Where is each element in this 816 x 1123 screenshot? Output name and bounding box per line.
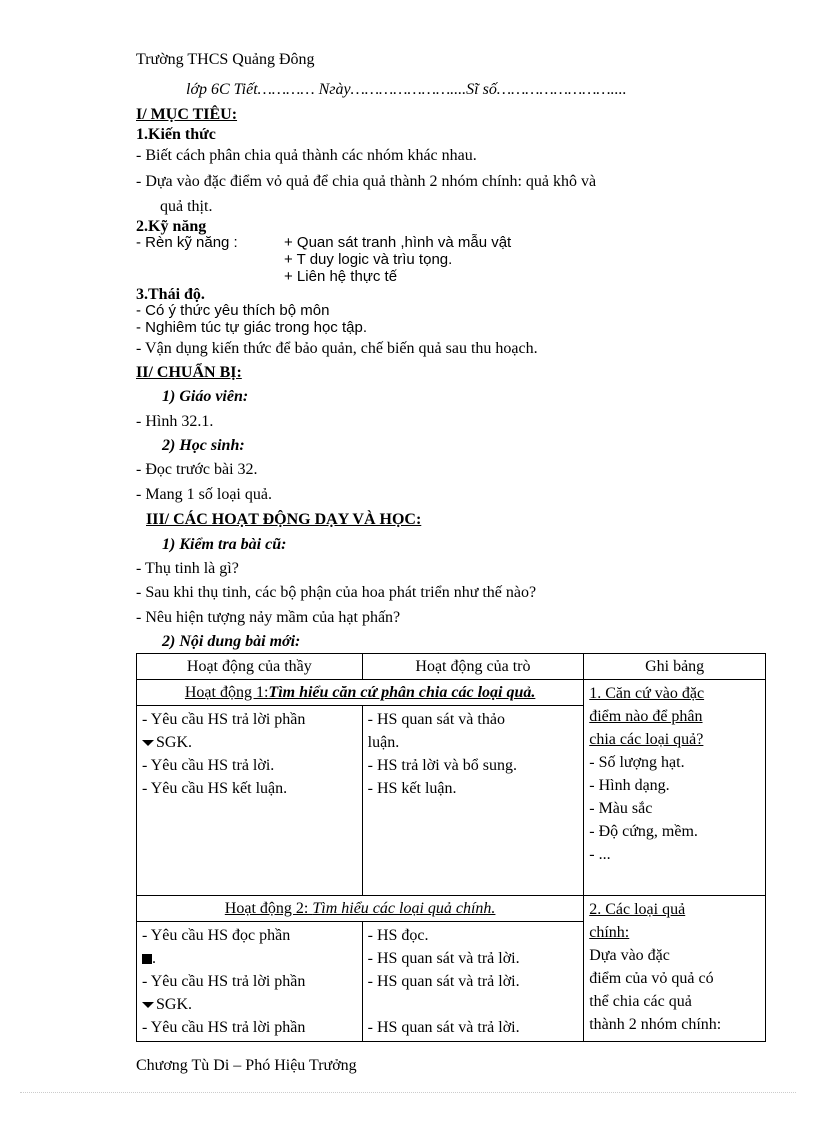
student-step-spacer <box>368 993 579 1016</box>
review-label: 1) Kiểm tra bài cũ: <box>162 536 287 553</box>
activity-1-title-row <box>137 680 766 706</box>
header-student <box>362 654 584 680</box>
note-1-item: - Độ cứng, mềm. <box>589 823 698 840</box>
activity-1-student-cell <box>362 706 584 896</box>
student-step: luận. <box>367 734 400 751</box>
activity-1-notes <box>584 680 766 896</box>
activity-2-label: Hoạt động 2: <box>224 900 313 917</box>
activity-2-topic: Tìm hiểu các loại quả chính. <box>312 900 496 917</box>
teacher-step: - Yêu cầu HS trả lời. <box>142 757 275 774</box>
activity-2-notes <box>584 896 766 1042</box>
teacher-step: . <box>152 950 156 967</box>
teacher-step: - Yêu cầu HS trả lời phần <box>142 711 306 728</box>
activity-2-teacher-cell <box>137 922 363 1042</box>
new-lesson-label: 2) Nội dung bài mới: <box>162 633 301 650</box>
teacher-step: - Yêu cầu HS đọc phần <box>142 927 291 944</box>
table-header-row <box>137 654 766 680</box>
student-prep-item-2: - Mang 1 số loại quả. <box>136 486 272 503</box>
note-2-item: thể chia các quả <box>589 993 692 1010</box>
square-icon <box>142 954 152 964</box>
review-question-3: - Nêu hiện tượng nảy mầm của hạt phấn? <box>136 609 401 626</box>
activity-1-label: Hoạt động 1: <box>184 684 269 701</box>
note-2-item: thành 2 nhóm chính: <box>589 1016 722 1033</box>
knowledge-item-2-cont: quả thịt. <box>160 198 213 215</box>
note-1-item: - Màu sắc <box>589 800 653 817</box>
activity-2-title-row <box>137 896 766 922</box>
knowledge-heading: 1.Kiến thức <box>136 126 216 143</box>
section-1-title: I/ MỤC TIÊU: <box>136 106 238 123</box>
student-step: - HS đọc. <box>367 927 429 944</box>
header-teacher <box>137 654 363 680</box>
student-step: - HS trả lời và bổ sung. <box>367 757 517 774</box>
teacher-step: SGK. <box>156 734 193 751</box>
section-2-title: II/ CHUẨN BỊ: <box>136 364 242 381</box>
triangle-icon <box>142 1002 154 1008</box>
footer-author: Chương Tù Di – Phó Hiệu Trưởng <box>136 1057 357 1074</box>
header-notes-label: Ghi bảng <box>645 658 705 675</box>
activity-2-student-cell <box>362 922 584 1042</box>
triangle-icon <box>142 740 154 746</box>
knowledge-item-2: - Dựa vào đặc điểm vỏ quả để chia quả thành 2 nhóm chính: quả khô và <box>136 173 597 190</box>
note-1-item: - Hình dạng. <box>589 777 670 794</box>
skills-prefix: - Rèn kỹ năng : <box>136 234 238 251</box>
student-step: - HS quan sát và trả lời. <box>367 973 520 990</box>
section-3-title: III/ CÁC HOẠT ĐỘNG DẠY VÀ HỌC: <box>146 511 422 528</box>
note-2-item: điểm của vỏ quả có <box>589 970 714 987</box>
note-2-title-line: chính: <box>589 924 630 941</box>
attitude-item-3: - Vận dụng kiến thức để bảo quản, chế biến quả sau thu hoạch. <box>136 340 538 357</box>
school-name: Trường THCS Quảng Đông <box>136 51 315 68</box>
note-1-title-line: chia các loại quả? <box>589 731 704 748</box>
activity-1-teacher-cell <box>137 706 363 896</box>
teacher-step: - Yêu cầu HS trả lời phần <box>142 973 306 990</box>
attitude-item-1: - Có ý thức yêu thích bộ môn <box>136 302 330 319</box>
student-step: - HS quan sát và thảo <box>367 711 505 728</box>
note-1-item: - Số lượng hạt. <box>589 754 685 771</box>
knowledge-item-1: - Biết cách phân chia quả thành các nhóm khác nhau. <box>136 147 477 164</box>
page-bottom-rule <box>20 1092 796 1093</box>
review-question-1: - Thụ tinh là gì? <box>136 560 239 577</box>
student-step: - HS quan sát và trả lời. <box>367 950 520 967</box>
teacher-step: SGK. <box>156 996 193 1013</box>
note-2-item: Dựa vào đặc <box>589 947 670 964</box>
activity-1-topic: Tìm hiểu căn cứ phân chia các loại quả. <box>268 684 536 701</box>
skill-item-2: + T duy logic và trìu tọng. <box>284 251 453 268</box>
header-teacher-label: Hoạt động của thầy <box>186 658 312 675</box>
review-question-2: - Sau khi thụ tinh, các bộ phận của hoa phát triển như thế nào? <box>136 584 537 601</box>
skill-item-1: + Quan sát tranh ,hình và mẫu vật <box>284 234 512 251</box>
attitude-heading: 3.Thái độ. <box>136 286 205 303</box>
teacher-step: - Yêu cầu HS trả lời phần <box>142 1019 306 1036</box>
note-1-title-line: điểm nào để phân <box>589 708 703 725</box>
student-prep-item-1: - Đọc trước bài 32. <box>136 461 258 478</box>
teacher-step: - Yêu cầu HS kết luận. <box>142 780 288 797</box>
student-step: - HS quan sát và trả lời. <box>367 1019 520 1036</box>
skills-heading: 2.Kỹ năng <box>136 218 207 235</box>
activity-2-title <box>137 896 584 922</box>
student-prep-label: 2) Học sinh: <box>162 437 245 454</box>
student-step: - HS kết luận. <box>367 780 457 797</box>
lesson-activity-table <box>136 653 766 1042</box>
note-1-title-line: 1. Căn cứ vào đặc <box>589 685 705 702</box>
teacher-prep-item: - Hình 32.1. <box>136 413 214 430</box>
header-notes <box>584 654 766 680</box>
note-2-title-line: 2. Các loại quả <box>589 901 686 918</box>
header-student-label: Hoạt động của trò <box>415 658 531 675</box>
note-1-item: - ... <box>589 846 611 863</box>
class-info-line: lớp 6C Tiết………… Nгày…………………....Sĩ số…………………….... <box>186 81 627 98</box>
teacher-prep-label: 1) Giáo viên: <box>162 388 249 405</box>
skill-item-3: + Liên hệ thực tế <box>284 268 398 285</box>
activity-1-title <box>137 680 584 706</box>
attitude-item-2: - Nghiêm túc tự giác trong học tập. <box>136 319 367 336</box>
